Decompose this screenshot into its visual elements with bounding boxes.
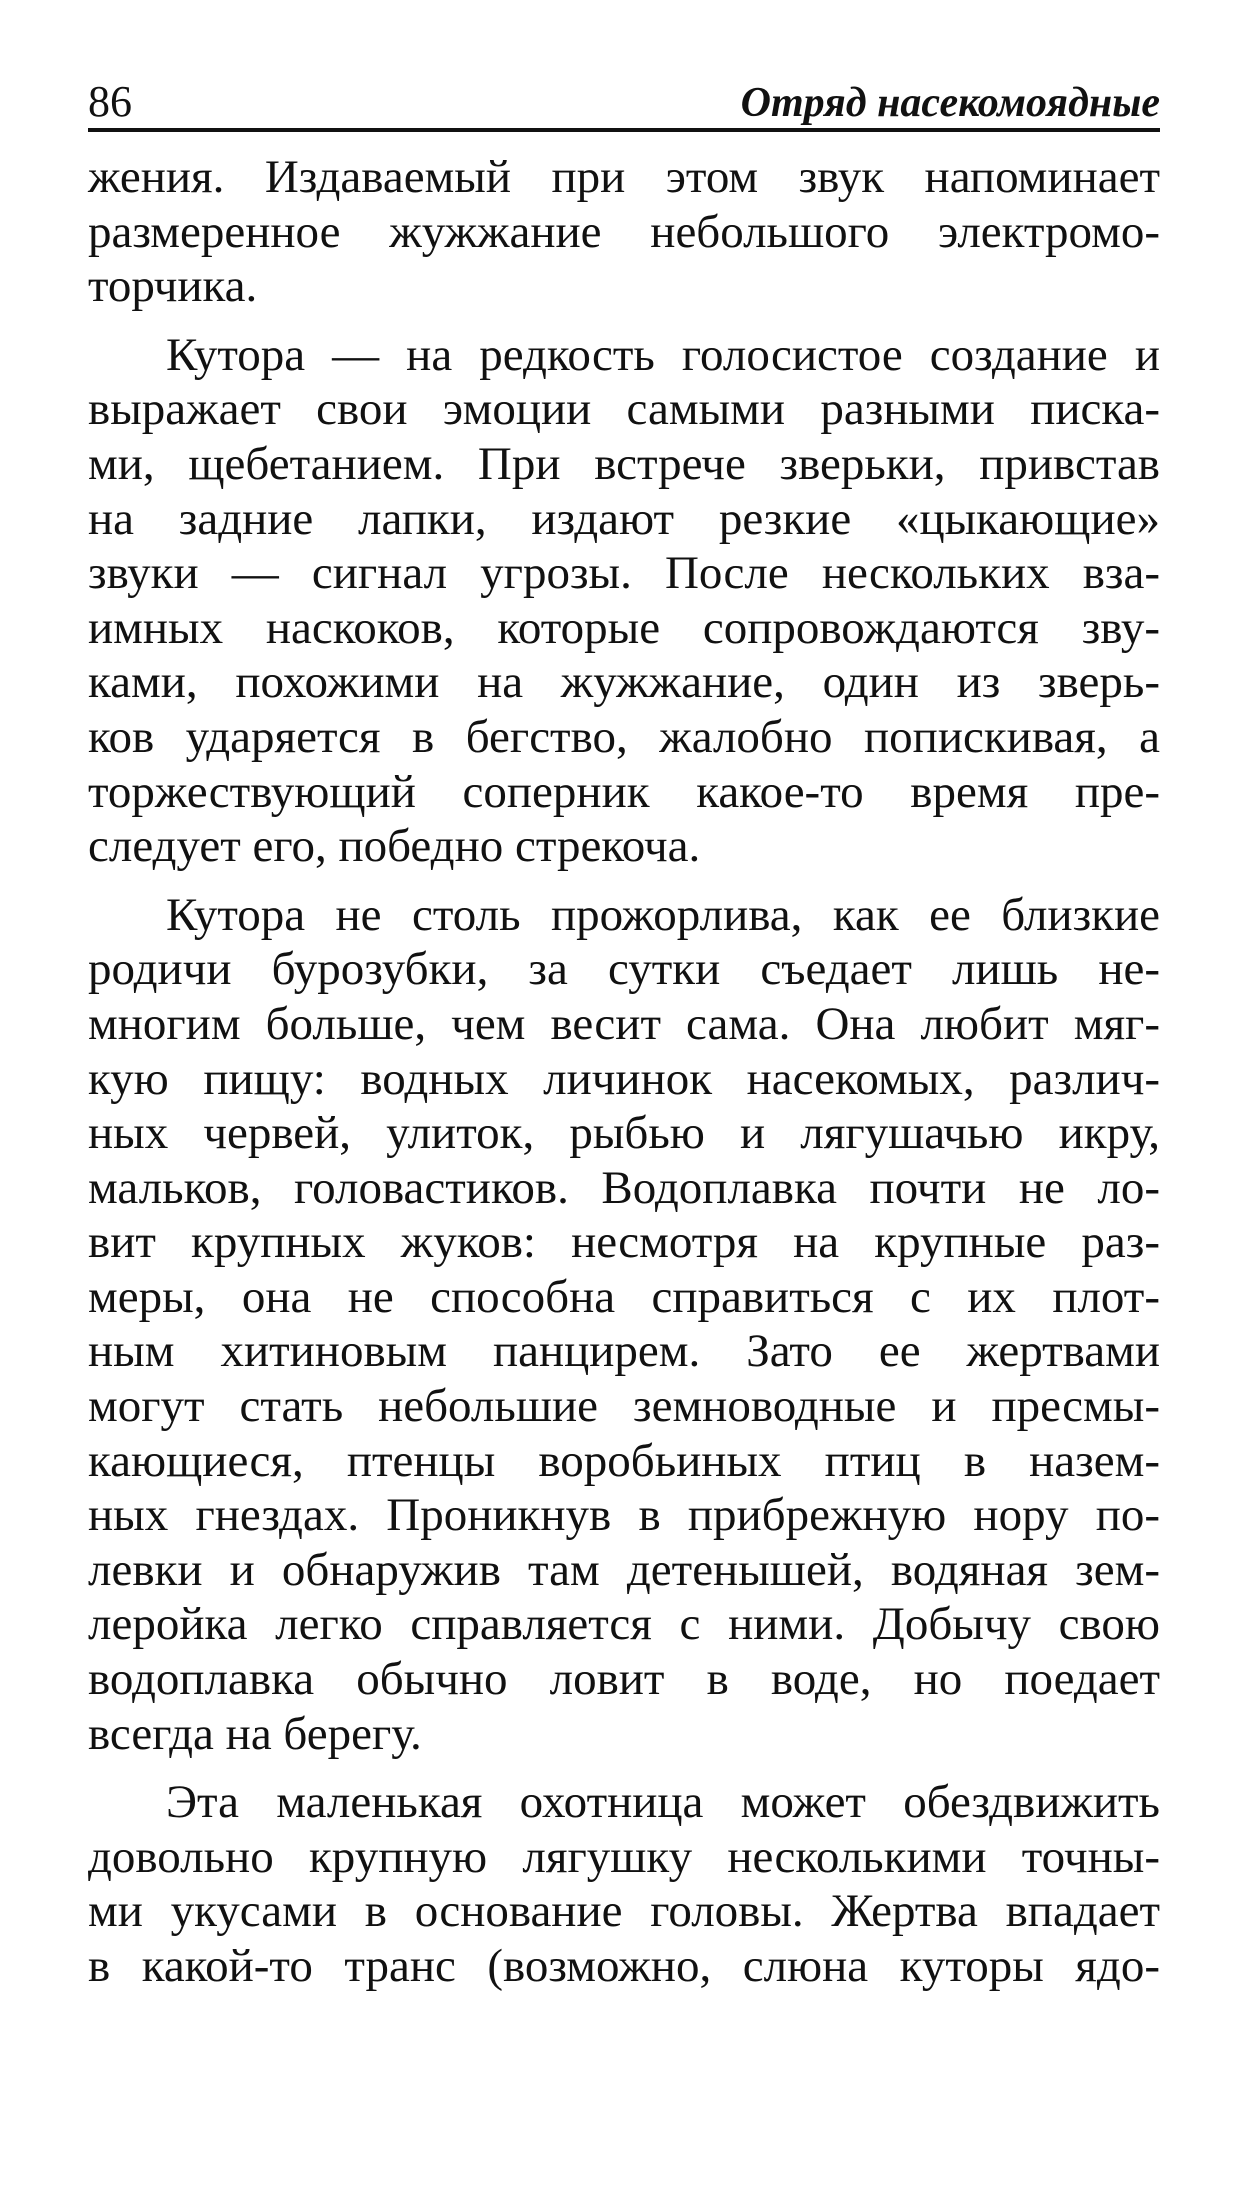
page-number: 86 [88, 77, 132, 126]
text-line: леройка легко справляется с ними. Добычу свою [88, 1598, 1160, 1651]
text-line: довольно крупную лягушку несколькими точны- [88, 1830, 1160, 1883]
text-line: ков ударяется в бегство, жалобно попискивая, а [88, 710, 1160, 763]
text-line: торчика. [88, 260, 258, 313]
text-line: выражает свои эмоции самыми разными писка- [88, 383, 1160, 436]
text-line: мальков, головастиков. Водоплавка почти не ло- [88, 1161, 1160, 1214]
text-line: ми укусами в основание головы. Жертва впадает [88, 1885, 1160, 1938]
text-line: звуки — сигнал угрозы. После нескольких вза- [88, 547, 1160, 600]
text-line: ками, похожими на жужжание, один из зверь- [88, 656, 1160, 709]
text-line: Кутора — на редкость голосистое создание и [166, 328, 1160, 381]
text-line: водоплавка обычно ловит в воде, но поедает [88, 1653, 1160, 1706]
body-text [88, 150, 1160, 1994]
text-line: Эта маленькая охотница может обездвижить [166, 1776, 1160, 1829]
text-line: кающиеся, птенцы воробьиных птиц в назем- [88, 1434, 1160, 1487]
text-line: ных гнездах. Проникнув в прибрежную нору по- [88, 1489, 1160, 1542]
section-title: Отряд насекомоядные [740, 80, 1160, 126]
text-line: ных червей, улиток, рыбью и лягушачью икру, [88, 1107, 1160, 1160]
paragraph [88, 1775, 1160, 1993]
paragraph [88, 888, 1160, 1762]
text-line: на задние лапки, издают резкие «цыкающие» [88, 492, 1160, 545]
text-line: многим больше, чем весит сама. Она любит мяг- [88, 997, 1160, 1050]
text-line: ми, щебетанием. При встрече зверьки, привстав [88, 437, 1160, 490]
text-line: кую пищу: водных личинок насекомых, различ- [88, 1052, 1160, 1105]
text-line: ным хитиновым панцирем. Зато ее жертвами [88, 1325, 1160, 1378]
running-head [88, 64, 1160, 132]
paragraph [88, 150, 1160, 314]
text-line: в какой-то транс (возможно, слюна куторы ядо- [88, 1940, 1160, 1992]
text-line: родичи бурозубки, за сутки съедает лишь не- [88, 943, 1160, 996]
text-line: размеренное жужжание небольшого электромо- [88, 205, 1160, 258]
text-line: торжествующий соперник какое-то время пре- [88, 765, 1160, 818]
text-line: жения. Издаваемый при этом звук напоминает [88, 151, 1160, 203]
text-line: вит крупных жуков: несмотря на крупные раз- [88, 1216, 1160, 1269]
text-line: Кутора не столь прожорлива, как ее близкие [166, 888, 1160, 941]
book-page [88, 64, 1160, 1994]
text-line: всегда на берегу. [88, 1707, 422, 1760]
text-line: имных наскоков, которые сопровождаются зву- [88, 601, 1160, 654]
text-line: меры, она не способна справиться с их плот- [88, 1270, 1160, 1323]
paragraph [88, 328, 1160, 874]
text-line: левки и обнаружив там детенышей, водяная зем- [88, 1543, 1160, 1596]
text-line: могут стать небольшие земноводные и пресмы- [88, 1380, 1160, 1433]
text-line: следует его, победно стрекоча. [88, 820, 701, 873]
